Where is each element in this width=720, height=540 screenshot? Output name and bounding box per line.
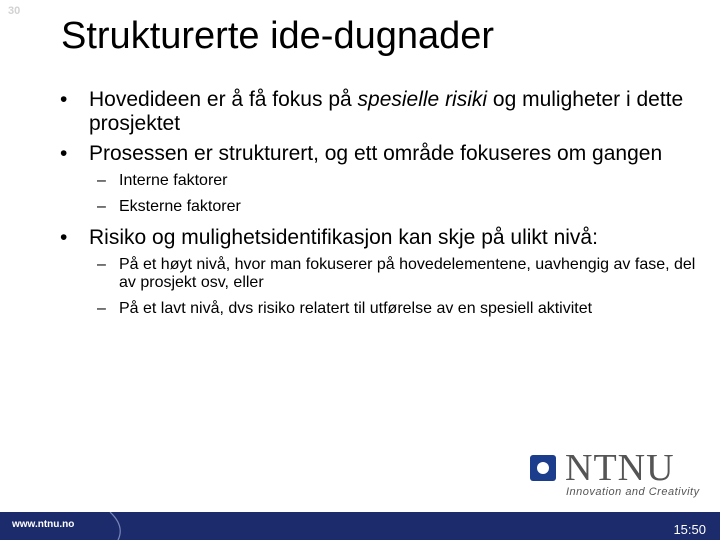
slide-content	[60, 88, 700, 328]
sub-bullet-text: Eksterne faktorer	[119, 198, 241, 215]
footer-swoosh-icon	[0, 512, 720, 540]
sub-bullet	[60, 198, 700, 216]
sub-bullet-dash: –	[97, 172, 106, 189]
bullet-2	[60, 142, 700, 166]
bullet-2-sublist	[60, 172, 700, 216]
footer-time: 15:50	[673, 522, 706, 537]
bullet-2-text: Prosessen er strukturert, og ett område fokuseres om gangen	[89, 142, 663, 165]
logo-tagline: Innovation and Creativity	[566, 486, 700, 498]
sub-bullet	[60, 256, 700, 292]
sub-bullet-text: På et høyt nivå, hvor man fokuserer på hovedelementene, uavhengig av fase, del av prosjekt osv, eller	[119, 256, 696, 291]
slide-number: 30	[8, 5, 21, 17]
footer-url-link[interactable]: www.ntnu.no	[12, 519, 75, 530]
sub-bullet-dash: –	[97, 198, 106, 215]
sub-bullet	[60, 300, 700, 318]
ntnu-logo	[530, 447, 710, 504]
bullet-dot: •	[60, 88, 68, 111]
ntnu-logo-icon	[530, 455, 556, 481]
sub-bullet	[60, 172, 700, 190]
bullet-3	[60, 226, 700, 250]
sub-bullet-dash: –	[97, 256, 106, 273]
bullet-1-text-end: og muligheter i dette prosjektet	[89, 88, 684, 135]
sub-bullet-dash: –	[97, 300, 106, 317]
sub-bullet-text: På et lavt nivå, dvs risiko relatert til utførelse av en spesiell aktivitet	[119, 300, 593, 317]
bullet-3-sublist	[60, 256, 700, 318]
bullet-dot: •	[60, 142, 68, 165]
bullet-1-emphasis: spesielle risiki	[357, 88, 488, 111]
bullet-1	[60, 88, 700, 136]
bullet-1-text-start: Hovedideen er å få fokus på	[89, 88, 358, 111]
footer-bar	[0, 512, 720, 540]
bullet-3-text: Risiko og mulighetsidentifikasjon kan skje på ulikt nivå:	[89, 226, 598, 249]
slide-title: Strukturerte ide-dugnader	[61, 15, 495, 57]
sub-bullet-text: Interne faktorer	[119, 172, 228, 189]
logo-wordmark: NTNU	[565, 447, 675, 489]
bullet-dot: •	[60, 226, 68, 249]
